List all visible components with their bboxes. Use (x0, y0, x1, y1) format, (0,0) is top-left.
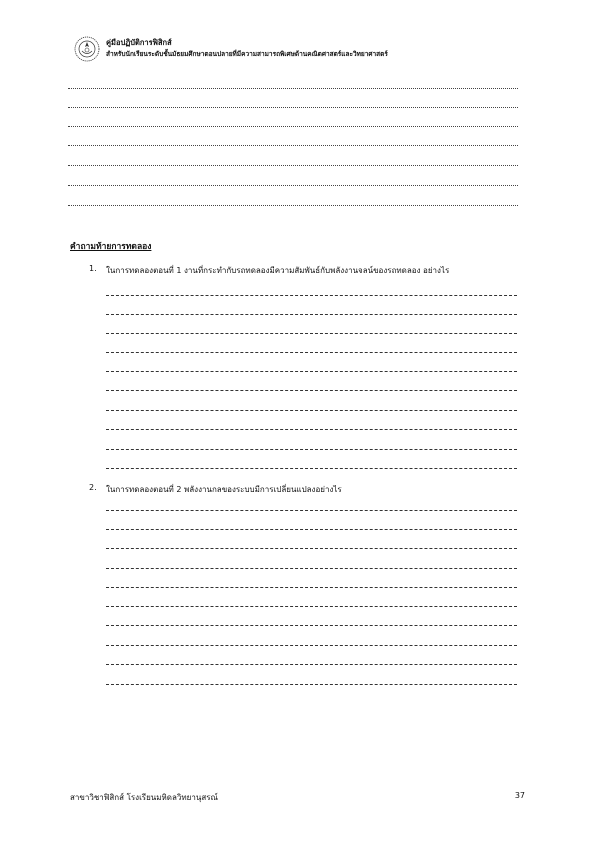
answer-line (106, 429, 517, 430)
section-heading: คำถามท้ายการทดลอง (70, 242, 152, 252)
answer-line (68, 107, 518, 108)
answer-line (106, 449, 517, 450)
answer-line (68, 145, 518, 146)
school-emblem-icon (74, 36, 100, 62)
answer-line (106, 410, 517, 411)
answer-line (106, 295, 517, 296)
answer-line (106, 390, 517, 391)
answer-line (68, 205, 518, 206)
page-number: 37 (514, 791, 525, 800)
footer-department: สาขาวิชาฟิสิกส์ โรงเรียนมหิดลวิทยานุสรณ์ (70, 793, 218, 802)
question-text: ในการทดลองตอนที่ 2 พลังงานกลของระบบมีการเปลี่ยนแปลงอย่างไร (106, 485, 342, 494)
answer-line (106, 645, 517, 646)
answer-line (106, 510, 517, 511)
answer-line (106, 664, 517, 665)
header-title: คู่มือปฏิบัติการฟิสิกส์ (106, 38, 172, 47)
answer-line (106, 468, 517, 469)
answer-line (68, 88, 518, 89)
answer-line (68, 126, 518, 127)
question-text: ในการทดลองตอนที่ 1 งานที่กระทำกับรถทดลองมีความสัมพันธ์กับพลังงานจลน์ของรถทดลอง อย่างไร (106, 266, 450, 275)
header-subtitle: สำหรับนักเรียนระดับชั้นมัธยมศึกษาตอนปลายที่มีความสามารถพิเศษด้านคณิตศาสตร์และวิทยาศาสตร์ (106, 50, 388, 58)
answer-line (106, 684, 517, 685)
page-header (74, 36, 534, 66)
answer-line (68, 185, 518, 186)
answer-line (106, 352, 517, 353)
answer-line (106, 606, 517, 607)
question-number: 1. (89, 264, 97, 273)
answer-line (106, 314, 517, 315)
answer-line (106, 548, 517, 549)
answer-line (106, 371, 517, 372)
answer-line (106, 587, 517, 588)
answer-line (106, 625, 517, 626)
answer-line (106, 333, 517, 334)
answer-line (106, 568, 517, 569)
question-number: 2. (89, 483, 97, 492)
answer-line (106, 529, 517, 530)
answer-line (68, 165, 518, 166)
